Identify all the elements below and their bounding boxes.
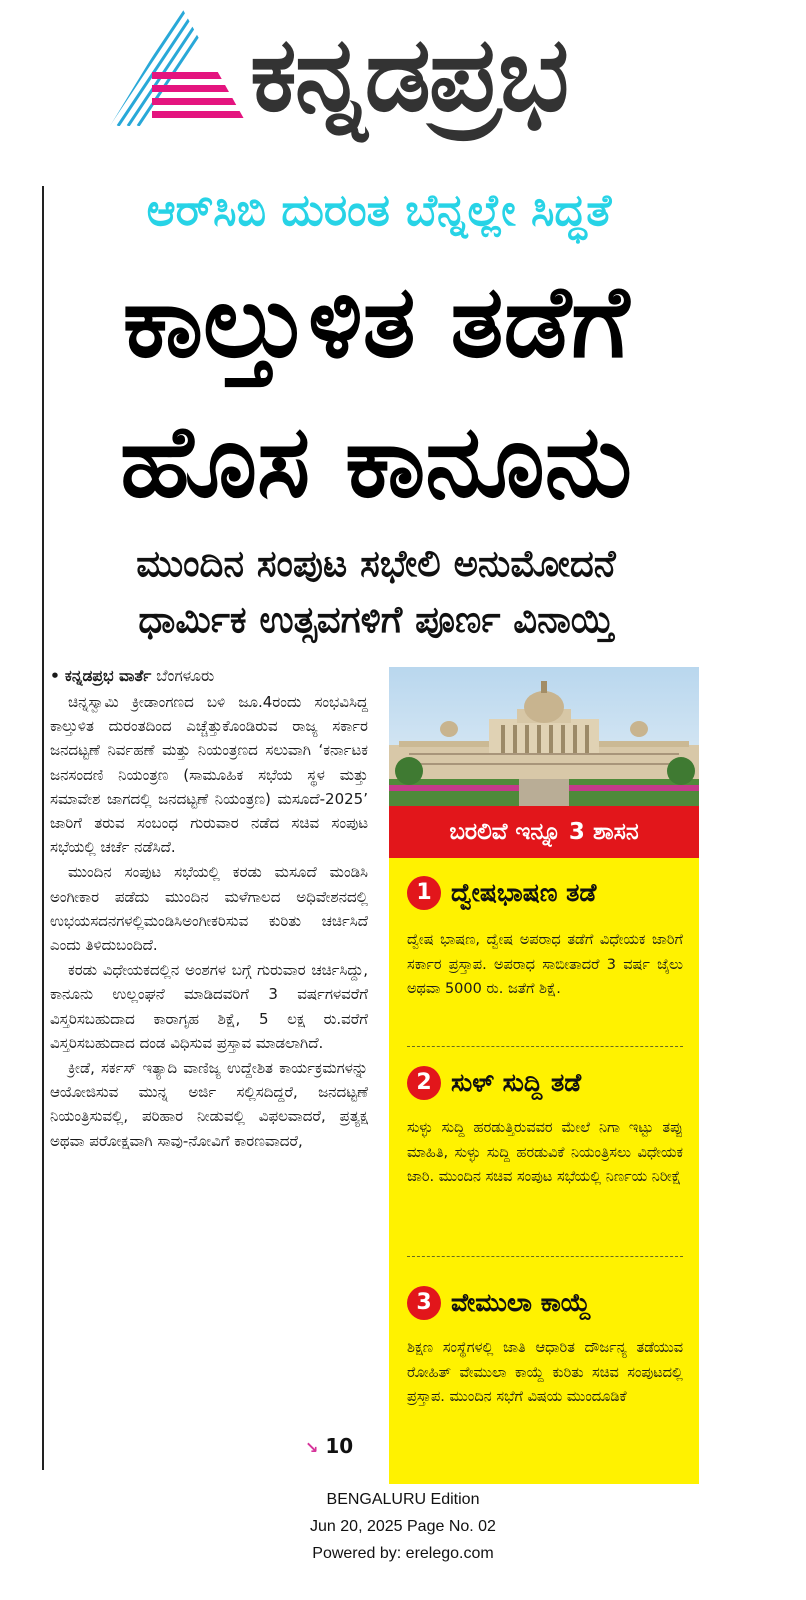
number-badge-icon: 1 xyxy=(407,876,441,910)
sidebar-item-header xyxy=(407,1286,591,1320)
byline-city: ಬೆಂಗಳೂರು xyxy=(156,667,215,685)
article-paragraph: ಮುಂದಿನ ಸಂಪುಟ ಸಭೆಯಲ್ಲಿ ಕರಡು ಮಸೂದೆ ಮಂಡಿಸಿ ಅಂಗೀಕಾರ ಪಡೆದು ಮುಂದಿನ ಮಳೆಗಾಲದ ಅಧಿವೇಶನದಲ್ಲಿ ಉಭಯಸದನಗಳಲ್ಲಿಮಂಡಿಸಿಅಂಗೀಕರಿಸುವ ಕುರಿತು ಚರ್ಚಿಸಿದೆ ಎಂದು ತಿಳಿದುಬಂದಿದೆ. xyxy=(50,863,368,955)
footer-date-page: Jun 20, 2025 Page No. 02 xyxy=(310,1518,496,1535)
continue-arrow-icon: ↘ xyxy=(305,1438,319,1457)
sidebar-item-header xyxy=(407,876,596,910)
number-badge-icon: 3 xyxy=(407,1286,441,1320)
sidebar-item-title: ಸುಳ್ ಸುದ್ದಿ ತಡೆ xyxy=(451,1068,582,1097)
continued-page-number: 10 xyxy=(325,1434,354,1458)
sidebar-item-title: ದ್ವೇಷಭಾಷಣ ತಡೆ xyxy=(451,878,597,907)
vidhana-soudha-photo xyxy=(389,667,699,806)
footer-powered-by[interactable]: Powered by: erelego.com xyxy=(312,1545,494,1562)
number-badge-icon: 2 xyxy=(407,1066,441,1100)
article-paragraph: ಕ್ರೀಡೆ, ಸರ್ಕಸ್ ಇತ್ಯಾದಿ ವಾಣಿಜ್ಯ ಉದ್ದೇಶಿತ ಕಾರ್ಯಕ್ರಮಗಳನ್ನು ಆಯೋಜಿಸುವ ಮುನ್ನ ಅರ್ಜಿ ಸಲ್ಲಿಸದಿದ್ದರೆ, ಜನದಟ್ಟಣೆ ನಿಯಂತ್ರಿಸುವಲ್ಲಿ, ಪರಿಹಾರ ನೀಡುವಲ್ಲಿ ವಿಫಲವಾದರೆ, ಪ್ರತ್ಯಕ್ಷ ಅಥವಾ ಪರೋಕ್ಷವಾಗಿ ಸಾವು-ನೋವಿಗೆ ಕಾರಣವಾದರೆ, xyxy=(50,1059,368,1150)
sidebar-item-title: ವೇಮುಲಾ ಕಾಯ್ದೆ xyxy=(451,1288,591,1317)
dashed-divider xyxy=(407,1046,683,1047)
article-paragraph: ಕರಡು ವಿಧೇಯಕದಲ್ಲಿನ ಅಂಶಗಳ ಬಗ್ಗೆ ಗುರುವಾರ ಚರ್ಚಿಸಿದ್ದು, ಕಾನೂನು ಉಲ್ಲಂಘನೆ ಮಾಡಿದವರಿಗೆ 3 ವರ್ಷಗಳವರೆಗೆ ವಿಸ್ತರಿಸಬಹುದಾದ ಕಾರಾಗೃಹ ಶಿಕ್ಷೆ, 5 ಲಕ್ಷ ರು.ವರೆಗೆ ವಿಸ್ತರಿಸಬಹುದಾದ ದಂಡ ವಿಧಿಸುವ ಪ್ರಸ್ತಾವ ಮಾಡಲಾಗಿದೆ. xyxy=(50,961,368,1052)
sidebar-item-text: ಶಿಕ್ಷಣ ಸಂಸ್ಥೆಗಳಲ್ಲಿ ಜಾತಿ ಆಧಾರಿತ ದೌರ್ಜನ್ಯ ತಡೆಯುವ ರೋಹಿತ್ ವೇಮುಲಾ ಕಾಯ್ದೆ ಕುರಿತು ಸಚಿವ ಸಂಪುಟದಲ್ಲಿ ಪ್ರಸ್ತಾಪ. ಮುಂದಿನ ಸಭೆಗೆ ವಿಷಯ ಮುಂದೂಡಿಕೆ xyxy=(407,1340,683,1405)
headline-line-2: ಹೊಸ ಕಾನೂನು xyxy=(119,403,633,520)
sidebar-item-header xyxy=(407,1066,581,1100)
byline-bullet: • xyxy=(50,667,60,685)
subheadline-2: ಧಾರ್ಮಿಕ ಉತ್ಸವಗಳಿಗೆ ಪೂರ್ಣ ವಿನಾಯ್ತಿ xyxy=(138,598,614,641)
headline-kicker: ಆರ್‌ಸಿಬಿ ದುರಂತ ಬೆನ್ನಲ್ಲೇ ಸಿದ್ಧತೆ xyxy=(146,185,612,236)
footer-edition: BENGALURU Edition xyxy=(326,1491,480,1508)
sidebar-item-text: ದ್ವೇಷ ಭಾಷಣ, ದ್ವೇಷ ಅಪರಾಧ ತಡೆಗೆ ವಿಧೇಯಕ ಜಾರಿಗೆ ಸರ್ಕಾರ ಪ್ರಸ್ತಾಪ. ಅಪರಾಧ ಸಾಬೀತಾದರೆ 3 ವರ್ಷ ಜೈಲು ಅಥವಾ 5000 ರು. ಜತೆಗೆ ಶಿಕ್ಷೆ. xyxy=(407,932,683,997)
sidebar-item-text: ಸುಳ್ಳು ಸುದ್ದಿ ಹರಡುತ್ತಿರುವವರ ಮೇಲೆ ನಿಗಾ ಇಟ್ಟು ತಪ್ಪು ಮಾಹಿತಿ, ಸುಳ್ಳು ಸುದ್ದಿ ಹರಡುವಿಕೆ ನಿಯಂತ್ರಿಸಲು ವಿಧೇಯಕ ಜಾರಿ. ಮುಂದಿನ ಸಚಿವ ಸಂಪುಟ ಸಭೆಯಲ್ಲಿ ನಿರ್ಣಯ ನಿರೀಕ್ಷೆ xyxy=(407,1120,683,1185)
article-body xyxy=(50,664,368,1153)
subheadline-1: ಮುಂದಿನ ಸಂಪುಟ ಸಭೇಲಿ ಅನುಮೋದನೆ xyxy=(136,542,616,585)
byline xyxy=(50,664,368,688)
page-footer xyxy=(0,1486,806,1567)
article-paragraph: ಚಿನ್ನಸ್ವಾಮಿ ಕ್ರೀಡಾಂಗಣದ ಬಳಿ ಜೂ.4ರಂದು ಸಂಭವಿಸಿದ್ದ ಕಾಲ್ತುಳಿತ ದುರಂತದಿಂದ ಎಚ್ಚೆತ್ತುಕೊಂಡಿರುವ ರಾಜ್ಯ ಸರ್ಕಾರ ಜನದಟ್ಟಣೆ ನಿರ್ವಹಣೆ ಮತ್ತು ನಿಯಂತ್ರಣದ ಸಲುವಾಗಿ ‘ಕರ್ನಾಟಕ ಜನಸಂದಣಿ ನಿಯಂತ್ರಣ (ಸಾಮೂಹಿಕ ಸಭೆಯ ಸ್ಥಳ ಮತ್ತು ಸಮಾವೇಶ ಜಾಗದಲ್ಲಿ ಜನದಟ್ಟಣೆ ನಿಯಂತ್ರಣ) ಮಸೂದೆ-2025’ ಜಾರಿಗೆ ತರುವ ಸಂಬಂಧ ಗುರುವಾರ ನಡೆದ ಸಚಿವ ಸಂಪುಟ ಸಭೆಯಲ್ಲಿ ಚರ್ಚೆ ನಡೆಸಿದೆ. xyxy=(50,693,368,857)
masthead-title: ಕನ್ನಡಪ್ರಭ xyxy=(250,13,568,135)
dashed-divider xyxy=(407,1256,683,1257)
newspaper-logo-icon xyxy=(108,6,250,128)
column-rule xyxy=(42,186,44,1470)
sidebar-banner: ಬರಲಿವೆ ಇನ್ನೂ 3 ಶಾಸನ xyxy=(389,806,699,858)
headline-line-1: ಕಾಲ್ತುಳಿತ ತಡೆಗೆ xyxy=(122,263,630,380)
sidebar-box xyxy=(389,858,699,1484)
byline-source: ಕನ್ನಡಪ್ರಭ ವಾರ್ತೆ xyxy=(64,667,152,685)
continued-on-page[interactable] xyxy=(305,1434,353,1458)
